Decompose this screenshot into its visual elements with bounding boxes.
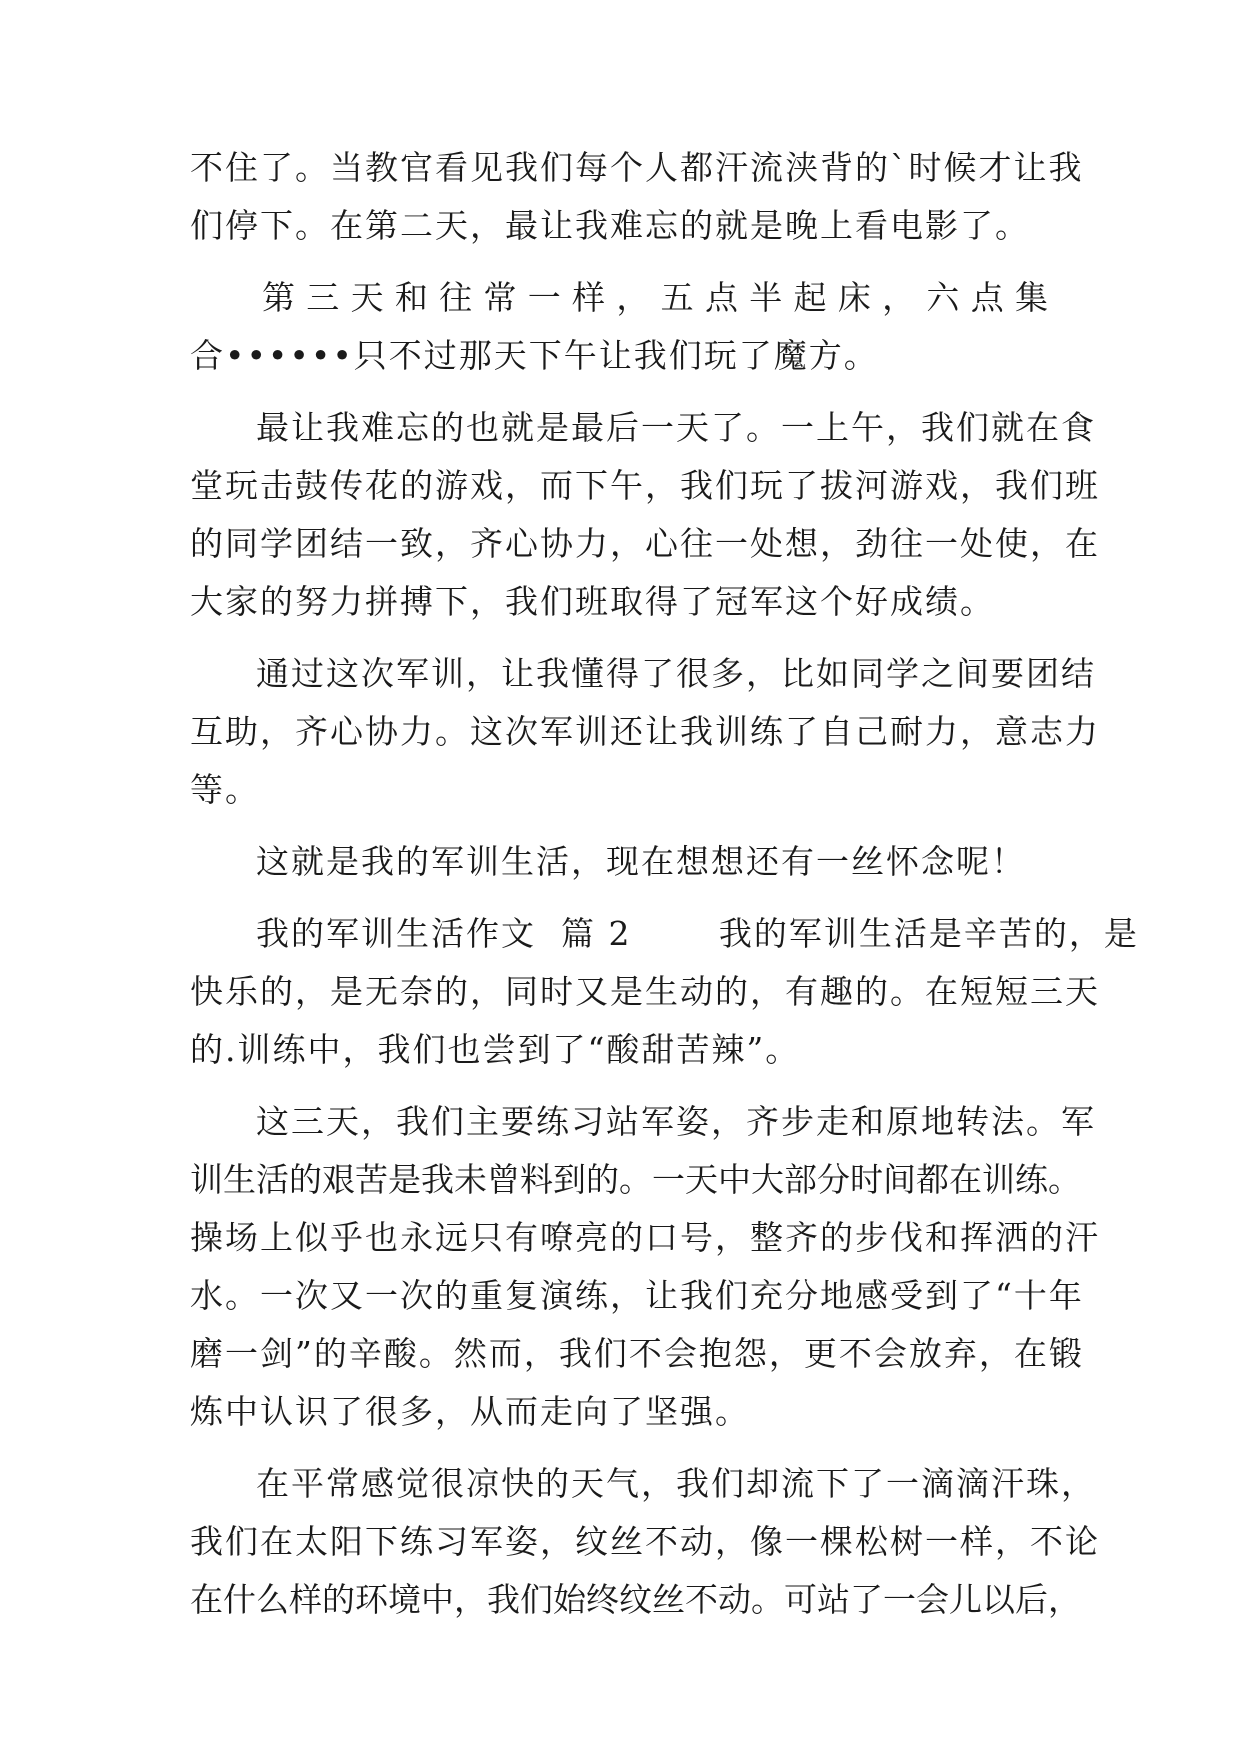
- text-line: 大家的努力拼搏下，我们班取得了冠军这个好成绩。: [190, 582, 995, 621]
- text-line: 磨一剑”的辛酸。然而，我们不会抱怨，更不会放弃，在锻: [190, 1334, 1084, 1373]
- text-line: 的.训练中，我们也尝到了“酸甜苦辣”。: [190, 1030, 801, 1069]
- text-line: 等。: [190, 770, 260, 809]
- text-line: 训生活的艰苦是我未曾料到的。一天中大部分时间都在训练。: [190, 1160, 1081, 1199]
- text-line: 不住了。当教官看见我们每个人都汗流浃背的`时候才让我: [190, 148, 1084, 187]
- text-line: 们停下。在第二天，最让我难忘的就是晚上看电影了。: [190, 206, 1030, 245]
- text-line: 炼中认识了很多，从而走向了坚强。: [190, 1392, 750, 1431]
- text-line: 在平常感觉很凉快的天气，我们却流下了一滴滴汗珠，: [256, 1464, 1096, 1503]
- text-line: 堂玩击鼓传花的游戏，而下午，我们玩了拔河游戏，我们班: [190, 466, 1100, 505]
- text-line: 水。一次又一次的重复演练，让我们充分地感受到了“十年: [190, 1276, 1084, 1315]
- text-line: 我的军训生活作文 篇 2 我的军训生活是辛苦的，是: [256, 914, 1139, 953]
- text-line: 这就是我的军训生活，现在想想还有一丝怀念呢！: [256, 842, 1026, 881]
- text-line: 在什么样的环境中，我们始终纹丝不动。可站了一会儿以后，: [190, 1580, 1081, 1619]
- text-line: 通过这次军训，让我懂得了很多，比如同学之间要团结: [256, 654, 1096, 693]
- text-line: 我们在太阳下练习军姿，纹丝不动，像一棵松树一样，不论: [190, 1522, 1100, 1561]
- text-line: 合••••••只不过那天下午让我们玩了魔方。: [190, 336, 879, 375]
- text-line: 操场上似乎也永远只有嘹亮的口号，整齐的步伐和挥洒的汗: [190, 1218, 1100, 1257]
- text-line: 互助，齐心协力。这次军训还让我训练了自己耐力，意志力: [190, 712, 1100, 751]
- text-line: 的同学团结一致，齐心协力，心往一处想，劲往一处使，在: [190, 524, 1100, 563]
- text-line: 快乐的，是无奈的，同时又是生动的，有趣的。在短短三天: [190, 972, 1100, 1011]
- text-line: 第三天和往常一样，五点半起床，六点集: [262, 278, 1050, 317]
- text-line: 最让我难忘的也就是最后一天了。一上午，我们就在食: [256, 408, 1096, 447]
- text-line: 这三天，我们主要练习站军姿，齐步走和原地转法。军: [256, 1102, 1096, 1141]
